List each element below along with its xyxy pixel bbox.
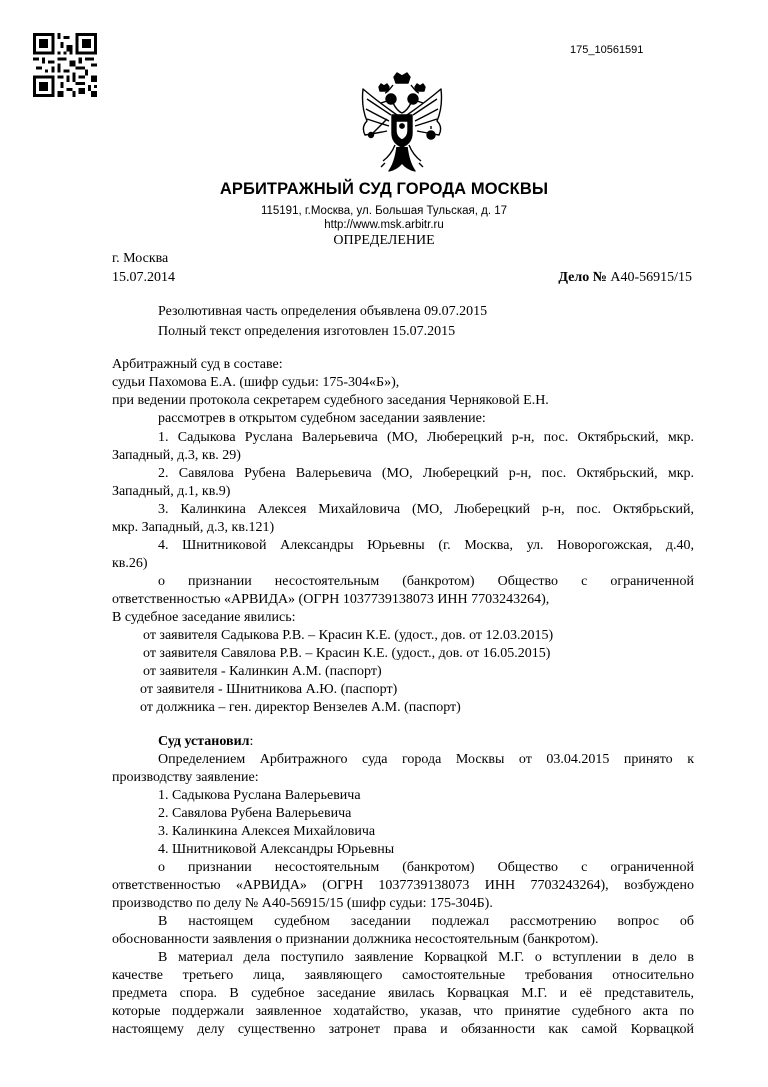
appeared-line: от заявителя - Шнитникова А.Ю. (паспорт) bbox=[140, 682, 398, 697]
applicant-line: Западный, д.1, кв.9) bbox=[112, 484, 231, 499]
established-heading bbox=[158, 734, 694, 750]
established-line: В настоящем судебном заседании подлежал рассмотрению вопрос об bbox=[158, 914, 694, 929]
bankruptcy-line: ответственностью «АРВИДА» (ОГРН 1037739138073 ИНН 7703243264), bbox=[112, 592, 550, 607]
appeared-line: от заявителя - Калинкин А.М. (паспорт) bbox=[143, 664, 382, 679]
composition-line: судьи Пахомова Е.А. (шифр судьи: 175-304«Б»), bbox=[112, 375, 400, 390]
composition-line: Арбитражный суд в составе: bbox=[112, 357, 283, 372]
established-name: 3. Калинкина Алексея Михайловича bbox=[158, 824, 376, 839]
court-title: АРБИТРАЖНЫЙ СУД ГОРОДА МОСКВЫ bbox=[219, 180, 549, 198]
established-line: настоящему делу существенно затронет права и обязанности как самой Корвацкой bbox=[112, 1022, 694, 1037]
applicant-line: кв.26) bbox=[112, 556, 148, 571]
court-address-line: 115191, г.Москва, ул. Большая Тульская, д. 17 bbox=[260, 205, 508, 217]
case-number bbox=[558, 270, 692, 286]
established-name: 2. Савялова Рубена Валерьевича bbox=[158, 806, 352, 821]
case-number-value: А40-56915/15 bbox=[610, 270, 692, 285]
established-name: 1. Садыкова Руслана Валерьевича bbox=[158, 788, 361, 803]
bankruptcy-line: о признании несостоятельным (банкротом) Общество с ограниченной bbox=[158, 574, 694, 589]
established-line: обоснованности заявления о признании должника несостоятельным (банкротом). bbox=[112, 932, 599, 947]
announcement-line: Полный текст определения изготовлен 15.07.2015 bbox=[158, 324, 456, 339]
applicant-line: 2. Савялова Рубена Валерьевича (МО, Люберецкий р-н, пос. Октябрьский, мкр. bbox=[158, 466, 694, 481]
composition-line: при ведении протокола секретарем судебного заседания Черняковой Е.Н. bbox=[112, 393, 549, 408]
appeared-line: от должника – ген. директор Вензелев А.М. (паспорт) bbox=[140, 700, 461, 715]
established-line: производству заявление: bbox=[112, 770, 259, 785]
established-line: о признании несостоятельным (банкротом) Общество с ограниченной bbox=[158, 860, 694, 875]
document-date: 15.07.2014 bbox=[112, 270, 175, 285]
document-number: 175_10561591 bbox=[570, 44, 644, 56]
city: г. Москва bbox=[112, 251, 169, 266]
applicant-line: 4. Шнитниковой Александры Юрьевны (г. Москва, ул. Новорогожская, д.40, bbox=[158, 538, 694, 553]
established-line: производство по делу № А40-56915/15 (шифр судьи: 175-304Б). bbox=[112, 896, 493, 911]
appeared-title: В судебное заседание явились: bbox=[112, 610, 296, 625]
court-address bbox=[0, 204, 768, 232]
established-colon: : bbox=[249, 734, 254, 749]
court-website[interactable]: http://www.msk.arbitr.ru bbox=[324, 219, 444, 231]
document-type: ОПРЕДЕЛЕНИЕ bbox=[333, 233, 435, 248]
established-line: ответственностью «АРВИДА» (ОГРН 1037739138073 ИНН 7703243264), возбуждено bbox=[112, 878, 694, 893]
established-line: В материал дела поступило заявление Корвацкой М.Г. о вступлении в дело в bbox=[158, 950, 694, 965]
applicant-line: мкр. Западный, д.3, кв.121) bbox=[112, 520, 275, 535]
coat-of-arms-icon bbox=[357, 71, 447, 177]
established-line: качестве третьего лица, заявляющего самостоятельные требования относительно bbox=[112, 968, 694, 983]
established-line: которые поддержали заявленное ходатайство, указав, что принятие судебного акта по bbox=[112, 1004, 694, 1019]
applicant-line: Западный, д.3, кв. 29) bbox=[112, 448, 241, 463]
applicant-line: 3. Калинкина Алексея Михайловича (МО, Люберецкий р-н, пос. Октябрьский, bbox=[158, 502, 694, 517]
case-label: Дело № bbox=[558, 270, 607, 285]
appeared-line: от заявителя Садыкова Р.В. – Красин К.Е. (удост., дов. от 12.03.2015) bbox=[143, 628, 554, 643]
appeared-line: от заявителя Савялова Р.В. – Красин К.Е. (удост., дов. от 16.05.2015) bbox=[143, 646, 551, 661]
established-title: Суд установил bbox=[158, 734, 250, 749]
qr-code-icon bbox=[33, 33, 97, 97]
announcement-line: Резолютивная часть определения объявлена 09.07.2015 bbox=[158, 304, 488, 319]
established-name: 4. Шнитниковой Александры Юрьевны bbox=[158, 842, 395, 857]
considered-line: рассмотрев в открытом судебном заседании заявление: bbox=[158, 411, 486, 426]
applicant-line: 1. Садыкова Руслана Валерьевича (МО, Люберецкий р-н, пос. Октябрьский, мкр. bbox=[158, 430, 694, 445]
established-line: Определением Арбитражного суда города Москвы от 03.04.2015 принято к bbox=[158, 752, 694, 767]
established-line: предмета спора. В судебное заседание явилась Корвацкая М.Г. и её представитель, bbox=[112, 986, 694, 1001]
